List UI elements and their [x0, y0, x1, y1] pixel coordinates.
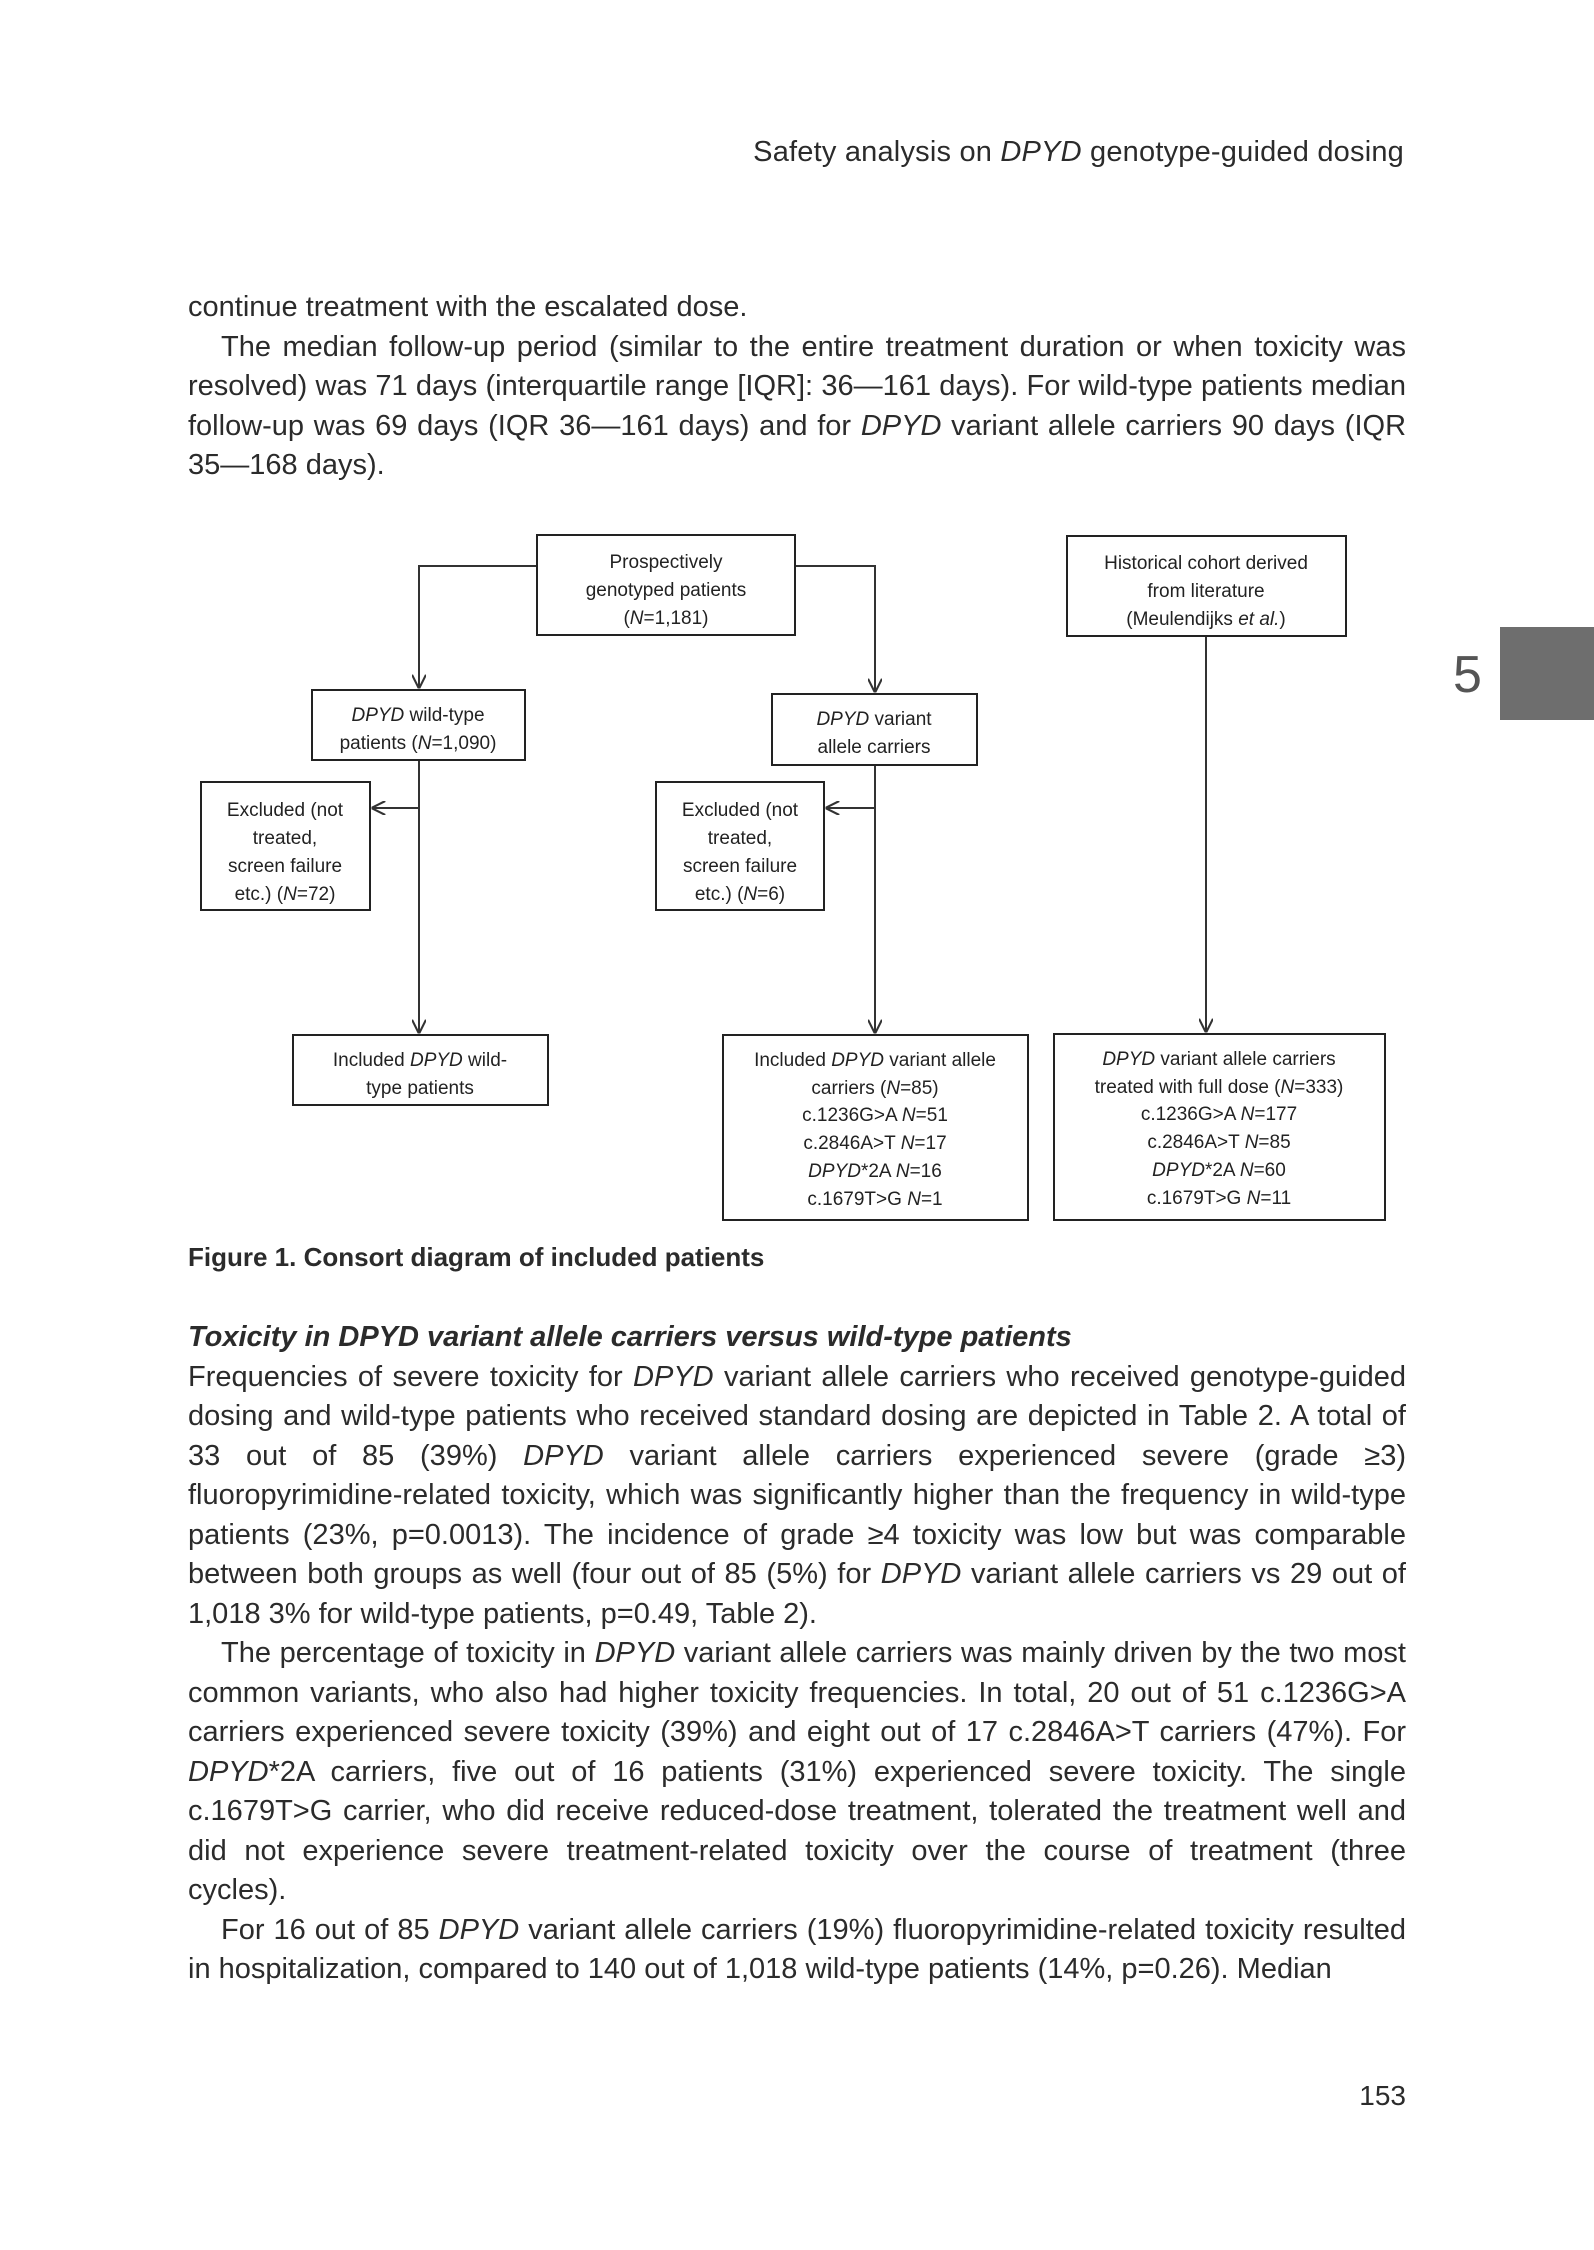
intro-line: continue treatment with the escalated dose.: [188, 291, 748, 323]
running-header: Safety analysis on DPYD genotype-guided dosing: [753, 136, 1404, 168]
svg-text:allele carriers: allele carriers: [817, 737, 931, 758]
svg-text:c.1236G>A N=177: c.1236G>A N=177: [1140, 1104, 1298, 1125]
chapter-number: 5: [1453, 646, 1482, 704]
box-variant: [772, 694, 977, 765]
svg-text:Historical cohort derived: Historical cohort derived: [1104, 553, 1308, 574]
section-body: [188, 1318, 1406, 1990]
svg-text:etc.) (N=6): etc.) (N=6): [694, 884, 786, 905]
box-included-wildtype: [293, 1035, 548, 1105]
paragraph-variant-breakdown: The percentage of toxicity in DPYD variant allele carriers was mainly driven by the two most common variants, who also had higher toxicity frequencies. In total, 20 out of 51 c.1236G>A carriers experienced severe toxicity (39%) and eight out of 17 c.2846A>T carriers (47%). For DPYD*2A carriers, five out of 16 patients (31%) experienced severe toxicity. The single c.1679T>G carrier, who did receive reduced-dose treatment, tolerated the treatment well and did not experience severe treatment-related toxicity over the course of treatment (three cycles).: [188, 1637, 1406, 1906]
svg-text:Included DPYD wild-: Included DPYD wild-: [332, 1050, 508, 1071]
svg-text:(N=1,181): (N=1,181): [623, 608, 709, 629]
box-prospective: [537, 535, 795, 635]
paragraph-hospitalization: For 16 out of 85 DPYD variant allele carriers (19%) fluoropyrimidine-related toxicity resulted in hospitalization, compared to 140 out of 1,018 wild-type patients (14%, p=0.26). Median: [188, 1913, 1406, 1985]
svg-text:DPYD*2A N=16: DPYD*2A N=16: [808, 1161, 942, 1182]
svg-text:screen failure: screen failure: [227, 856, 343, 877]
box-included-variant: [723, 1035, 1028, 1220]
svg-text:screen failure: screen failure: [682, 856, 798, 877]
svg-text:c.1236G>A N=51: c.1236G>A N=51: [802, 1105, 948, 1126]
followup-paragraph: The median follow-up period (similar to the entire treatment duration or when toxicity was resolved) was 71 days (interquartile range [IQR]: 36—161 days). For wild-type patients median follow-up was 69 days (IQR 36—161 days) and for DPYD variant allele carriers 90 days (IQR 35—168 days).: [188, 330, 1407, 481]
section-heading: Toxicity in DPYD variant allele carriers versus wild-type patients: [188, 1321, 1072, 1353]
svg-text:treated,: treated,: [252, 828, 318, 849]
svg-text:Included DPYD variant allele: Included DPYD variant allele: [754, 1050, 996, 1071]
arrow-to-wildtype: [419, 566, 537, 688]
svg-text:treated with full dose (N=333): treated with full dose (N=333): [1094, 1077, 1344, 1098]
figure-caption: Figure 1. Consort diagram of included patients: [188, 1242, 765, 1272]
svg-text:from literature: from literature: [1147, 581, 1265, 602]
svg-text:DPYD variant: DPYD variant: [816, 709, 932, 730]
paragraph-toxicity-frequencies: Frequencies of severe toxicity for DPYD variant allele carriers who received genotype-guided dosing and wild-type patients who received standard dosing are depicted in Table 2. A total of 33 out of 85 (39%) DPYD variant allele carriers experienced severe (grade ≥3) fluoropyrimidine-related toxicity, which was significantly higher than the frequency in wild-type patients (23%, p=0.0013). The incidence of grade ≥4 toxicity was low but was comparable between both groups as well (four out of 85 (5%) for DPYD variant allele carriers vs 29 out of 1,018 3% for wild-type patients, p=0.49, Table 2).: [188, 1360, 1407, 1630]
svg-text:patients (N=1,090): patients (N=1,090): [339, 733, 497, 754]
svg-text:Excluded (not: Excluded (not: [226, 800, 344, 821]
svg-text:c.1679T>G N=1: c.1679T>G N=1: [807, 1189, 943, 1210]
svg-text:c.1679T>G N=11: c.1679T>G N=11: [1146, 1188, 1292, 1209]
svg-text:DPYD variant allele carriers: DPYD variant allele carriers: [1102, 1049, 1336, 1070]
svg-text:treated,: treated,: [707, 828, 773, 849]
svg-text:DPYD wild-type: DPYD wild-type: [351, 705, 485, 726]
box-historical: [1067, 536, 1346, 636]
svg-text:DPYD*2A N=60: DPYD*2A N=60: [1152, 1160, 1286, 1181]
svg-text:carriers (N=85): carriers (N=85): [811, 1078, 939, 1099]
svg-text:type patients: type patients: [366, 1078, 474, 1099]
svg-text:c.2846A>T N=17: c.2846A>T N=17: [803, 1133, 947, 1154]
svg-text:(Meulendijks et al.): (Meulendijks et al.): [1126, 609, 1286, 630]
box-excluded-variant: [656, 782, 824, 910]
svg-text:Excluded (not: Excluded (not: [681, 800, 799, 821]
arrow-to-variant: [795, 566, 875, 692]
box-wildtype: [312, 690, 525, 760]
svg-text:Prospectively: Prospectively: [609, 552, 723, 573]
svg-text:c.2846A>T N=85: c.2846A>T N=85: [1147, 1132, 1291, 1153]
svg-text:genotyped patients: genotyped patients: [585, 580, 747, 601]
box-excluded-wildtype: [201, 782, 370, 910]
page-number: 153: [1359, 2080, 1406, 2111]
box-historical-carriers: [1054, 1034, 1385, 1220]
svg-text:etc.) (N=72): etc.) (N=72): [234, 884, 336, 905]
